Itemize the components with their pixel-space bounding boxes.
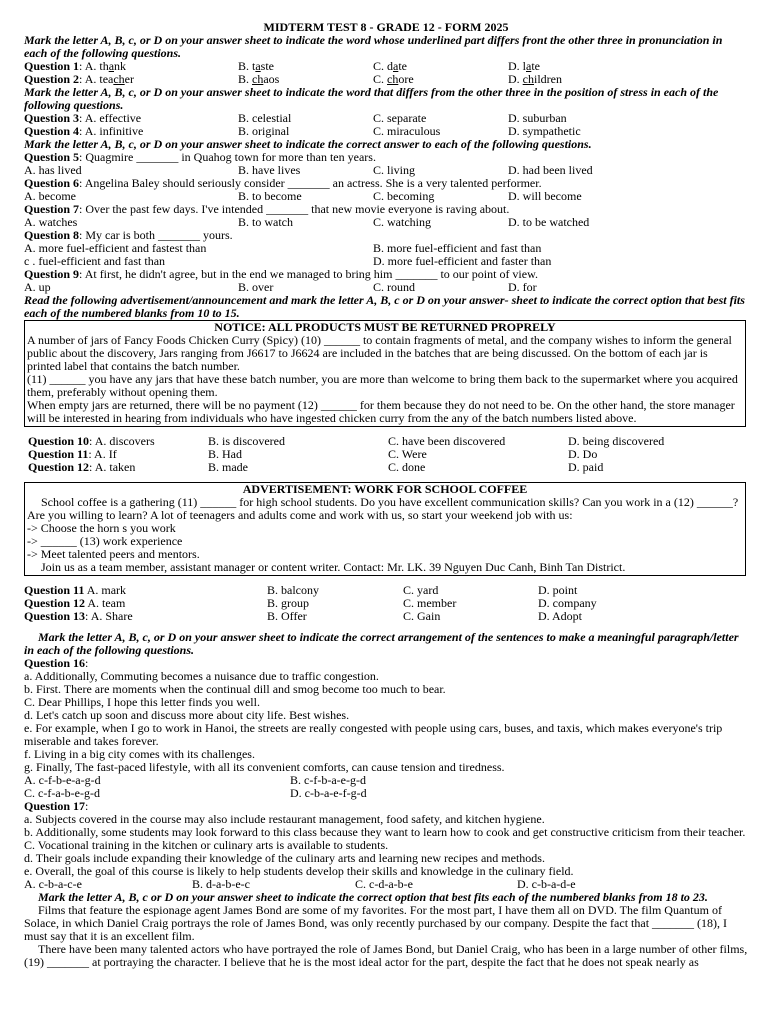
- options-row: [24, 255, 748, 268]
- question-stem: Question 8: My car is both _______ yours.: [24, 228, 233, 242]
- sentence-item: C. Dear Phillips, I hope this letter finds you well.: [24, 695, 260, 709]
- question-label: Question 11: [24, 583, 85, 597]
- advertisement-title: ADVERTISEMENT: WORK FOR SCHOOL COFFEE: [242, 482, 528, 496]
- sentence-item: a. Additionally, Commuting becomes a nuisance due to traffic congestion.: [24, 669, 379, 683]
- question-stem: Question 5: Quagmire _______ in Quahog town for more than ten years.: [24, 150, 376, 164]
- option-a: : A. Share: [85, 609, 133, 623]
- option-d: D. c-b-a-d-e: [517, 877, 576, 891]
- option-d: D.: [508, 72, 523, 86]
- ad-list-item: -> Choose the horn s you work: [27, 521, 176, 535]
- option-c: C. c-f-a-b-e-g-d: [24, 786, 100, 800]
- option-b: B. t: [238, 59, 256, 73]
- option-c: c . fuel-efficient and fast than: [24, 254, 166, 268]
- passage-paragraph: Films that feature the espionage agent James Bond are some of my favorites. For the most part, I have them all on DVD. The film Quantum of Solace, in which Daniel Craig portrays the role of James Bond, was only recently purchased by our company. Despite the fact that _______ (18), I must say that it is an excellent film.: [24, 903, 728, 943]
- test-document: [24, 21, 748, 969]
- option-a: A. has lived: [24, 163, 82, 177]
- question-label: Question 8: [24, 228, 80, 242]
- options-row: [24, 878, 748, 891]
- question-stem: Question 9: At first, he didn't agree, but in the end we managed to bring him _______ to our point of view.: [24, 267, 538, 281]
- option-c: C. d: [373, 59, 394, 73]
- underlined-part: a: [526, 59, 532, 73]
- option-d: D. sympathetic: [508, 124, 581, 138]
- section-instruction: Mark the letter A, B, c, or D on your answer sheet to indicate the correct answer to each of the following questions.: [24, 137, 592, 151]
- options-row: [24, 190, 748, 203]
- option-a: A. mark: [84, 583, 127, 597]
- option-d: D. Do: [568, 447, 598, 461]
- question-label: Question 3: [24, 111, 80, 125]
- sentence-item: a. Subjects covered in the course may also include restaurant management, food safety, and kitchen hygiene.: [24, 812, 545, 826]
- page-title: MIDTERM TEST 8 - GRADE 12 - FORM 2025: [263, 20, 509, 34]
- sentence-item: C. Vocational training in the kitchen or culinary arts is available to students.: [24, 838, 389, 852]
- option-b: B. Had: [208, 447, 242, 461]
- option-a: A. effective: [84, 111, 142, 125]
- option-b: B. to watch: [238, 215, 293, 229]
- sentence-item: f. Living in a big city comes with its challenges.: [24, 747, 255, 761]
- sentence-item: d. Their goals include expanding their knowledge of the culinary arts and learning new recipes and methods.: [24, 851, 545, 865]
- option-b: B. celestial: [238, 111, 292, 125]
- ad-list-item: -> Meet talented peers and mentors.: [27, 547, 200, 561]
- ad-questions: [24, 584, 748, 623]
- option-d: D. for: [508, 280, 537, 294]
- notice-paragraph: When empty jars are returned, there will be no payment (12) ______ for them because they do not need to be. On the other hand, the store manager will be interested in hearing from individuals who have ingested chicken curry from the any of the batch numbers listed above.: [27, 398, 735, 425]
- section-instruction: Mark the letter A, B, c, or D on your answer sheet to indicate the correct arrangement of the sentences to make a meaningful paragraph/letter in each of the following questions.: [24, 630, 739, 657]
- question-row: [24, 584, 748, 597]
- section-instruction: Read the following advertisement/announcement and mark the letter A, B, c or D on your answer- sheet to indicate the correct option that best fits each of the numbered blanks from 10 to 15.: [24, 293, 745, 320]
- question-stem: Question 6: Angelina Baley should seriously consider _______ an actress. She is a very talented performer.: [24, 176, 542, 190]
- option-b: B. balcony: [267, 583, 319, 597]
- question-label: Question 11: [28, 447, 89, 461]
- options-row: [24, 164, 748, 177]
- ad-paragraph: Join us as a team member, assistant manager or content writer. Contact: Mr. LK. 39 Nguyen Duc Canh, Binh Tan District.: [41, 560, 626, 574]
- notice-box: [24, 320, 746, 427]
- sentence-item: e. Overall, the goal of this course is likely to help students develop their skills and knowledge in the culinary field.: [24, 864, 574, 878]
- option-b: B. c-f-b-a-e-g-d: [290, 773, 366, 787]
- option-c: C. Gain: [403, 609, 441, 623]
- option-a: A. c-f-b-e-a-g-d: [24, 773, 101, 787]
- option-a: A. tea: [84, 72, 114, 86]
- option-d: D. company: [538, 596, 597, 610]
- sentence-item: b. Additionally, some students may look forward to this class because they want to learn how to cook and get constructive criticism from their teacher.: [24, 825, 746, 839]
- notice-paragraph: A number of jars of Fancy Foods Chicken Curry (Spicy) (10) ______ to contain fragments of metal, and the company wishes to inform the general public about the discovery, Jars ranging from J6617 to J6624 are included in the batches that are being discussed. On the bottom of each jar is printed label that contains the batch number.: [27, 333, 732, 373]
- underlined-part: a: [255, 59, 261, 73]
- options-row: [24, 774, 748, 787]
- option-a: A. infinitive: [84, 124, 144, 138]
- question-label: Question 12: [24, 596, 86, 610]
- question-label: Question 12: [28, 460, 90, 474]
- underlined-part: ch: [252, 72, 264, 86]
- option-b: B. original: [238, 124, 290, 138]
- option-d: D. l: [508, 59, 526, 73]
- underlined-part: a: [108, 59, 115, 73]
- ad-list-item: -> ______ (13) work experience: [27, 534, 183, 548]
- question-label: Question 17: [24, 799, 86, 813]
- option-d: D. will become: [508, 189, 582, 203]
- options-row: [24, 787, 748, 800]
- option-c: C. yard: [403, 583, 439, 597]
- option-d: D. being discovered: [568, 434, 665, 448]
- option-d: D. had been lived: [508, 163, 593, 177]
- question-label: Question 6: [24, 176, 80, 190]
- option-a: A. watches: [24, 215, 78, 229]
- passage-paragraph: There have been many talented actors who have portrayed the role of James Bond, but Daniel Craig, who has been in a large number of other films, (19) _______ at portraying the character. I believe that he is the most ideal actor for the part, despite the fact that he does not speak nearly as: [24, 942, 748, 969]
- question-row: Question 2: A. teacher B. chaos C. chore D. children: [24, 72, 562, 86]
- option-d: D. to be watched: [508, 215, 590, 229]
- options-row: [24, 216, 748, 229]
- option-a: A. more fuel-efficient and fastest than: [24, 241, 207, 255]
- option-c: C. member: [403, 596, 457, 610]
- question-row: [24, 435, 748, 448]
- option-b: B. have lives: [238, 163, 301, 177]
- option-b: B. is discovered: [208, 434, 285, 448]
- question-stem: Question 7: Over the past few days. I've intended _______ that new movie everyone is raving about.: [24, 202, 510, 216]
- option-c: C. c-d-a-b-e: [355, 877, 413, 891]
- option-b: B.: [238, 72, 253, 86]
- option-c: C. Were: [388, 447, 427, 461]
- option-d: D. point: [538, 583, 578, 597]
- underlined-part: ch: [113, 72, 125, 86]
- option-d: D. more fuel-efficient and faster than: [373, 254, 552, 268]
- ad-paragraph: School coffee is a gathering (11) ______ for high school students. Do you have excellent communication skills? Can you work in a (12) ______? Are you willing to learn? A lot of teenagers and adults come and work with us, so start your weekend job with us:: [27, 495, 739, 522]
- advertisement-box: [24, 482, 746, 576]
- option-a: : A. If: [88, 447, 117, 461]
- option-c: C. done: [388, 460, 426, 474]
- section-instruction: Mark the letter A, B, c, or D on your answer sheet to indicate the word whose underlined part differs front the other three in pronunciation in each of the following questions.: [24, 33, 723, 60]
- option-a: : A. discovers: [89, 434, 155, 448]
- option-a: A. up: [24, 280, 51, 294]
- option-c: C. watching: [373, 215, 431, 229]
- question-label: Question 16: [24, 656, 86, 670]
- option-b: B. over: [238, 280, 274, 294]
- option-c: C. separate: [373, 111, 427, 125]
- option-c: C. living: [373, 163, 416, 177]
- option-c: C. becoming: [373, 189, 435, 203]
- question-label: Question 13: [24, 609, 86, 623]
- sentence-item: g. Finally, The fast-paced lifestyle, with all its convenient comforts, can cause tension and tiredness.: [24, 760, 505, 774]
- option-c: C. miraculous: [373, 124, 441, 138]
- option-d: D. Adopt: [538, 609, 583, 623]
- question-row: [24, 610, 748, 623]
- option-b: B. d-a-b-e-c: [192, 877, 250, 891]
- notice-questions: [24, 435, 748, 474]
- option-c: C.: [373, 72, 388, 86]
- option-d: D. paid: [568, 460, 604, 474]
- question-label: Question 10: [28, 434, 90, 448]
- option-b: B. more fuel-efficient and fast than: [373, 241, 542, 255]
- option-a: A. c-b-a-c-e: [24, 877, 82, 891]
- notice-title: NOTICE: ALL PRODUCTS MUST BE RETURNED PROPRELY: [214, 320, 556, 334]
- question-label: Question 2: [24, 72, 80, 86]
- section-instruction: Mark the letter A, B, c or D on your answer sheet to indicate the correct option that best fits each of the numbered blanks from 18 to 23.: [38, 890, 708, 904]
- question-row: Question 1: A. thank B. taste C. date D. late: [24, 59, 540, 73]
- question-17: Question 17: a. Subjects covered in the course may also include restaurant management, food safety, and kitchen hygiene. b. Additionally, some students may look forward to this class because they want to learn how to cook and get constructive criticism from their teacher. C. Vocational training in the kitchen or culinary arts is available to students. d. Their goals include expanding their knowledge of the culinary arts and learning new recipes and methods. e. Overall, the goal of this course is likely to help students develop their skills and knowledge in the culinary field. A. c-b-a-c-e B. d-a-b-e-c C. c-d-a-b-e D. c-b-a-d-e: [24, 800, 748, 891]
- question-label: Question 9: [24, 267, 80, 281]
- question-16: Question 16: a. Additionally, Commuting becomes a nuisance due to traffic congestion. b. First. There are moments when the continual dill and smog become too much to bear. C. Dear Phillips, I hope this letter finds you well. d. Let's catch up soon and discuss more about city life. Best wishes. e. For example, when I go to work in Hanoi, the streets are really congested with people using cars, buses, and taxis, which makes everyone's trip miserable and takes forever. f. Living in a big city comes with its challenges. g. Finally, The fast-paced lifestyle, with all its convenient comforts, can cause tension and tiredness. A. c-f-b-e-a-g-d B. c-f-b-a-e-g-d C. c-f-a-b-e-g-d D. c-b-a-e-f-g-d: [24, 657, 748, 800]
- question-row: Question 4: A. infinitive B. original C. miraculous D. sympathetic: [24, 124, 581, 138]
- option-a: A. th: [84, 59, 109, 73]
- option-c: C. round: [373, 280, 415, 294]
- underlined-part: a: [393, 59, 399, 73]
- question-row: [24, 461, 748, 474]
- question-label: Question 1: [24, 59, 80, 73]
- option-b: B. group: [267, 596, 309, 610]
- question-label: Question 7: [24, 202, 80, 216]
- question-label: Question 5: [24, 150, 80, 164]
- option-b: B. made: [208, 460, 248, 474]
- options-row: [24, 281, 748, 294]
- sentence-item: b. First. There are moments when the continual dill and smog become too much to bear.: [24, 682, 446, 696]
- notice-paragraph: (11) ______ you have any jars that have these batch number, you are more than welcome to bring them back to the supermarket where you acquired them, preferably without opening them.: [27, 372, 738, 399]
- question-label: Question 4: [24, 124, 80, 138]
- sentence-item: e. For example, when I go to work in Hanoi, the streets are really congested with people using cars, buses, and taxis, which makes everyone's trip miserable and takes forever.: [24, 721, 723, 748]
- option-c: C. have been discovered: [388, 434, 506, 448]
- option-b: B. Offer: [267, 609, 307, 623]
- option-d: D. suburban: [508, 111, 567, 125]
- sentence-item: d. Let's catch up soon and discuss more about city life. Best wishes.: [24, 708, 350, 722]
- section-instruction: Mark the letter A, B, c, or D on your answer sheet to indicate the word that differs from the other three in the position of stress in each of the following questions.: [24, 85, 719, 112]
- option-a: A. team: [85, 596, 126, 610]
- underlined-part: ch: [522, 72, 534, 86]
- question-row: Question 3: A. effective B. celestial C. separate D. suburban: [24, 111, 567, 125]
- option-a: : A. taken: [89, 460, 136, 474]
- option-b: B. to become: [238, 189, 302, 203]
- option-a: A. become: [24, 189, 76, 203]
- option-d: D. c-b-a-e-f-g-d: [290, 786, 367, 800]
- underlined-part: ch: [387, 72, 399, 86]
